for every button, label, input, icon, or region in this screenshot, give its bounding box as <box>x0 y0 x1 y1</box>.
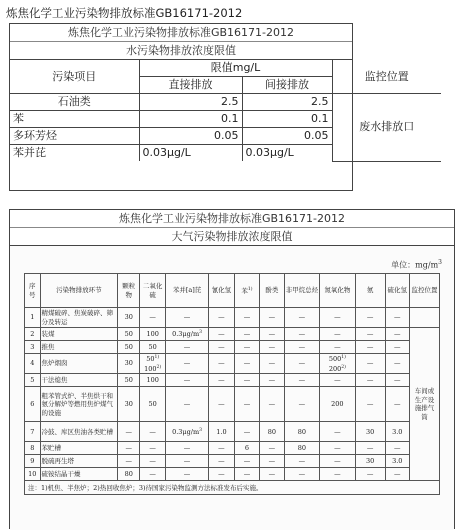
air-pollutant-table <box>9 209 455 529</box>
air-table-image <box>10 246 454 530</box>
row-item: 苯 <box>10 111 139 128</box>
row-nox: — <box>320 455 356 468</box>
monitor-location: 车间或生产设施排气筒 <box>409 328 439 481</box>
row-nmhc: — <box>284 341 320 354</box>
table-row <box>25 308 440 328</box>
hdr-bap: 苯并[a]芘 <box>165 274 208 308</box>
row-hcn: — <box>209 328 235 341</box>
row-nox: — <box>320 374 356 387</box>
row-h2s: — <box>385 341 409 354</box>
row-nmhc: — <box>284 455 320 468</box>
row-so2: — <box>140 455 166 468</box>
row-no: 5 <box>25 374 41 387</box>
hdr-no: 序号 <box>25 274 41 308</box>
row-phenol: — <box>260 308 284 328</box>
row-h2s: — <box>385 468 409 481</box>
col-header-direct: 直接排放 <box>139 77 242 94</box>
row-so2: 100 <box>140 328 166 341</box>
row-nmhc: — <box>284 374 320 387</box>
row-nox: 500$^{1)}$ 200$^{2)}$ <box>320 354 356 374</box>
row-indirect: 2.5 <box>242 94 332 111</box>
air-table-subtitle: 大气污染物排放浓度限值 <box>10 228 454 246</box>
row-nmhc: 80 <box>284 422 320 442</box>
water-table-grid <box>10 60 441 162</box>
air-table-grid <box>24 273 440 495</box>
row-bap: — <box>165 468 208 481</box>
hdr-monitor: 监控位置 <box>409 274 439 308</box>
row-h2s: — <box>385 387 409 422</box>
row-nh3: — <box>355 442 385 455</box>
table-row <box>25 468 440 481</box>
row-source: 苯贮槽 <box>40 442 118 455</box>
row-hcn: — <box>209 354 235 374</box>
water-table-title: 炼焦化学工业污染物排放标准GB16171-2012 <box>10 24 352 42</box>
row-so2: 50 <box>140 341 166 354</box>
hdr-nmhc: 非甲烷总烃 <box>284 274 320 308</box>
col-header-item: 污染项目 <box>10 60 139 94</box>
table-row <box>25 455 440 468</box>
row-no: 6 <box>25 387 41 422</box>
row-direct: 0.05 <box>139 128 242 145</box>
row-h2s: — <box>385 328 409 341</box>
hdr-nox: 氮氧化物 <box>320 274 356 308</box>
table-row <box>10 94 441 111</box>
row-benzene: 6 <box>234 442 260 455</box>
row-nmhc: — <box>284 354 320 374</box>
row-benzene: — <box>234 455 260 468</box>
row-particulate: 30 <box>118 354 140 374</box>
hdr-source: 污染物排放环节 <box>40 274 118 308</box>
row-phenol: — <box>260 354 284 374</box>
row-particulate: 30 <box>118 387 140 422</box>
row-benzene: — <box>234 422 260 442</box>
row-phenol: — <box>260 468 284 481</box>
row-hcn: — <box>209 374 235 387</box>
row-nox: — <box>320 308 356 328</box>
row-no: 3 <box>25 341 41 354</box>
row-nox: 200 <box>320 387 356 422</box>
row-so2: 50 <box>140 387 166 422</box>
hdr-so2: 二氧化硫 <box>140 274 166 308</box>
row-nh3: 30 <box>355 422 385 442</box>
row-source: 粗苯管式炉、半焦烘干和氨分解炉等燃用焦炉煤气的设施 <box>40 387 118 422</box>
row-particulate: 50 <box>118 374 140 387</box>
row-phenol: — <box>260 442 284 455</box>
row-source: 推焦 <box>40 341 118 354</box>
row-nox: — <box>320 328 356 341</box>
row-bap: — <box>165 455 208 468</box>
row-source: 干法熄焦 <box>40 374 118 387</box>
row-bap: — <box>165 354 208 374</box>
row-source: 冷鼓、库区焦油各类贮槽 <box>40 422 118 442</box>
row-particulate: 80 <box>118 468 140 481</box>
monitor-location: 废水排放口 <box>332 94 441 162</box>
row-no: 2 <box>25 328 41 341</box>
row-phenol: — <box>260 387 284 422</box>
row-indirect: 0.1 <box>242 111 332 128</box>
row-benzene: — <box>234 374 260 387</box>
row-item: 石油类 <box>10 94 139 111</box>
row-h2s: 3.0 <box>385 422 409 442</box>
row-benzene: — <box>234 387 260 422</box>
row-so2: — <box>140 308 166 328</box>
row-indirect: 0.05 <box>242 128 332 145</box>
hdr-benzene: 苯$^{1)}$ <box>234 274 260 308</box>
row-direct: 0.1 <box>139 111 242 128</box>
row-benzene: — <box>234 468 260 481</box>
row-no: 7 <box>25 422 41 442</box>
row-bap: $0.3\mu g/m^3$ <box>165 422 208 442</box>
air-table-title: 炼焦化学工业污染物排放标准GB16171-2012 <box>10 210 454 228</box>
row-bap: — <box>165 374 208 387</box>
row-nh3: — <box>355 468 385 481</box>
row-source: 硫铵结晶干燥 <box>40 468 118 481</box>
row-particulate: 50 <box>118 341 140 354</box>
row-hcn: — <box>209 468 235 481</box>
row-phenol: — <box>260 341 284 354</box>
row-phenol: 80 <box>260 422 284 442</box>
row-particulate: 50 <box>118 328 140 341</box>
row-so2: 50$^{1)}$ 100$^{2)}$ <box>140 354 166 374</box>
row-hcn: — <box>209 455 235 468</box>
row-h2s: — <box>385 374 409 387</box>
row-item: 多环芳烃 <box>10 128 139 145</box>
row-bap: — <box>165 341 208 354</box>
row-nh3: — <box>355 328 385 341</box>
row-hcn: — <box>209 341 235 354</box>
row-nmhc: — <box>284 468 320 481</box>
table-note: 注：1)机焦、半焦炉；2)热回收焦炉；3)待国家污染物监测方法标准发布后实施。 <box>25 481 440 495</box>
col-header-indirect: 间接排放 <box>242 77 332 94</box>
row-benzene: — <box>234 354 260 374</box>
row-hcn: 1.0 <box>209 422 235 442</box>
hdr-nh3: 氨 <box>355 274 385 308</box>
row-direct: 0.03μg/L <box>139 145 242 162</box>
row-hcn: — <box>209 442 235 455</box>
hdr-particulate: 颗粒物 <box>118 274 140 308</box>
row-benzene: — <box>234 341 260 354</box>
row-direct: 2.5 <box>139 94 242 111</box>
row-source: 脱硫再生塔 <box>40 455 118 468</box>
table-row <box>25 341 440 354</box>
row-no: 10 <box>25 468 41 481</box>
row-nmhc: — <box>284 308 320 328</box>
row-particulate: 30 <box>118 308 140 328</box>
row-nox: — <box>320 468 356 481</box>
row-no: 4 <box>25 354 41 374</box>
row-nox: — <box>320 341 356 354</box>
table-row <box>25 387 440 422</box>
table-row <box>25 328 440 341</box>
row-no: 1 <box>25 308 41 328</box>
row-phenol: — <box>260 374 284 387</box>
row-so2: — <box>140 442 166 455</box>
row-bap: — <box>165 387 208 422</box>
row-source: 焦炉烟囱 <box>40 354 118 374</box>
row-nmhc: — <box>284 328 320 341</box>
row-hcn: — <box>209 308 235 328</box>
table-row <box>25 354 440 374</box>
row-bap: $0.3\mu g/m^3$ <box>165 328 208 341</box>
water-pollutant-table <box>9 23 415 191</box>
row-particulate: — <box>118 422 140 442</box>
row-so2: — <box>140 422 166 442</box>
col-header-limit: 限值mg/L <box>139 60 332 77</box>
hdr-hcn: 氰化氢 <box>209 274 235 308</box>
row-hcn: — <box>209 387 235 422</box>
unit-label: 单位：$mg/m^3$ <box>391 259 442 270</box>
row-h2s: — <box>385 354 409 374</box>
row-h2s: — <box>385 442 409 455</box>
row-no: 9 <box>25 455 41 468</box>
row-nmhc: — <box>284 387 320 422</box>
row-nh3: — <box>355 387 385 422</box>
row-item: 苯并芘 <box>10 145 139 162</box>
row-h2s: 3.0 <box>385 455 409 468</box>
row-indirect: 0.03μg/L <box>242 145 332 162</box>
row-nh3: — <box>355 354 385 374</box>
row-no: 8 <box>25 442 41 455</box>
hdr-phenol: 酚类 <box>260 274 284 308</box>
row-benzene: — <box>234 328 260 341</box>
row-phenol: — <box>260 328 284 341</box>
row-h2s: — <box>385 308 409 328</box>
table-row <box>25 442 440 455</box>
row-bap: — <box>165 442 208 455</box>
row-nox: — <box>320 442 356 455</box>
row-particulate: — <box>118 455 140 468</box>
row-source: 精煤破碎、焦炭破碎、筛分及转运 <box>40 308 118 328</box>
page-title: 炼焦化学工业污染物排放标准GB16171-2012 <box>6 6 243 20</box>
row-so2: — <box>140 468 166 481</box>
row-particulate: — <box>118 442 140 455</box>
table-row <box>25 374 440 387</box>
row-source: 装煤 <box>40 328 118 341</box>
row-so2: 100 <box>140 374 166 387</box>
row-nox: — <box>320 422 356 442</box>
row-nh3: — <box>355 374 385 387</box>
row-nh3: 30 <box>355 455 385 468</box>
table-row <box>25 422 440 442</box>
row-nmhc: 80 <box>284 442 320 455</box>
row-monitor-blank <box>409 308 439 328</box>
row-benzene: — <box>234 308 260 328</box>
row-nh3: — <box>355 341 385 354</box>
row-bap: — <box>165 308 208 328</box>
row-phenol: — <box>260 455 284 468</box>
row-nh3: — <box>355 308 385 328</box>
water-table-subtitle: 水污染物排放浓度限值 <box>10 42 352 60</box>
hdr-h2s: 硫化氢 <box>385 274 409 308</box>
col-header-monitor: 监控位置 <box>332 60 441 94</box>
